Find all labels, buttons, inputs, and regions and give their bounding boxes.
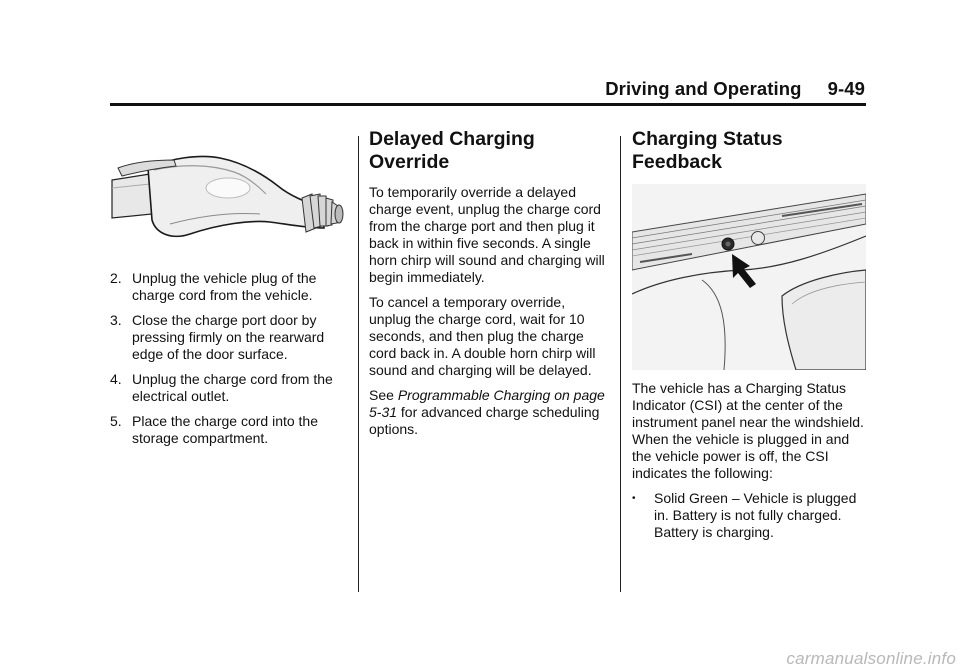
column-2: [369, 128, 607, 446]
step-text: Unplug the vehicle plug of the charge cord from the vehicle.: [132, 270, 317, 303]
see-prefix: See: [369, 387, 394, 403]
step-number: 5.: [110, 413, 122, 429]
step-number: 4.: [110, 371, 122, 387]
column-3: [632, 128, 870, 541]
column-1: [110, 128, 344, 455]
cross-reference-link[interactable]: Programmable Charging on page 5-31: [369, 387, 605, 420]
cross-reference: [369, 387, 607, 438]
step-text: Close the charge port door by pressing firmly on the rearward edge of the door surface.: [132, 312, 325, 362]
page-number: 9-49: [827, 78, 865, 99]
step-text: Unplug the charge cord from the electrical outlet.: [132, 371, 333, 404]
charge-plug-illustration: [110, 128, 344, 268]
step-2: [110, 270, 344, 304]
bullet-marker: •: [632, 493, 636, 504]
header-rule: [110, 103, 866, 106]
paragraph: To temporarily override a delayed charge event, unplug the charge cord from the charge port and then plug it back in within five seconds. A single horn chirp will sound and charging will begin immediately.: [369, 184, 605, 285]
step-text: Place the charge cord into the storage compartment.: [132, 413, 319, 446]
step-3: [110, 312, 344, 363]
step-4: [110, 371, 344, 405]
column-divider-2: [620, 136, 621, 592]
dashboard-csi-illustration: [632, 184, 870, 370]
step-number: 3.: [110, 312, 122, 328]
paragraph: To cancel a temporary override, unplug the charge cord, wait for 10 seconds, and then plug the charge cord back in. A double horn chirp will sound and charging will be delayed.: [369, 294, 596, 378]
step-number: 2.: [110, 270, 122, 286]
step-5: [110, 413, 344, 447]
section-title: Driving and Operating: [605, 78, 802, 99]
section-heading: Delayed Charging Override: [369, 128, 535, 173]
header-title: [605, 78, 865, 100]
see-suffix: for advanced charge scheduling options.: [369, 404, 600, 437]
section-heading: Charging Status Feedback: [632, 128, 783, 173]
list-item: [632, 490, 870, 541]
column-divider-1: [358, 136, 359, 592]
bullet-text: Solid Green – Vehicle is plugged in. Battery is not fully charged. Battery is charging.: [654, 490, 857, 540]
paragraph: The vehicle has a Charging Status Indicator (CSI) at the center of the instrument panel near the windshield. When the vehicle is plugged in and the vehicle power is off, the CSI indicates the following:: [632, 380, 864, 481]
watermark: carmanualsonline.info: [786, 649, 956, 668]
